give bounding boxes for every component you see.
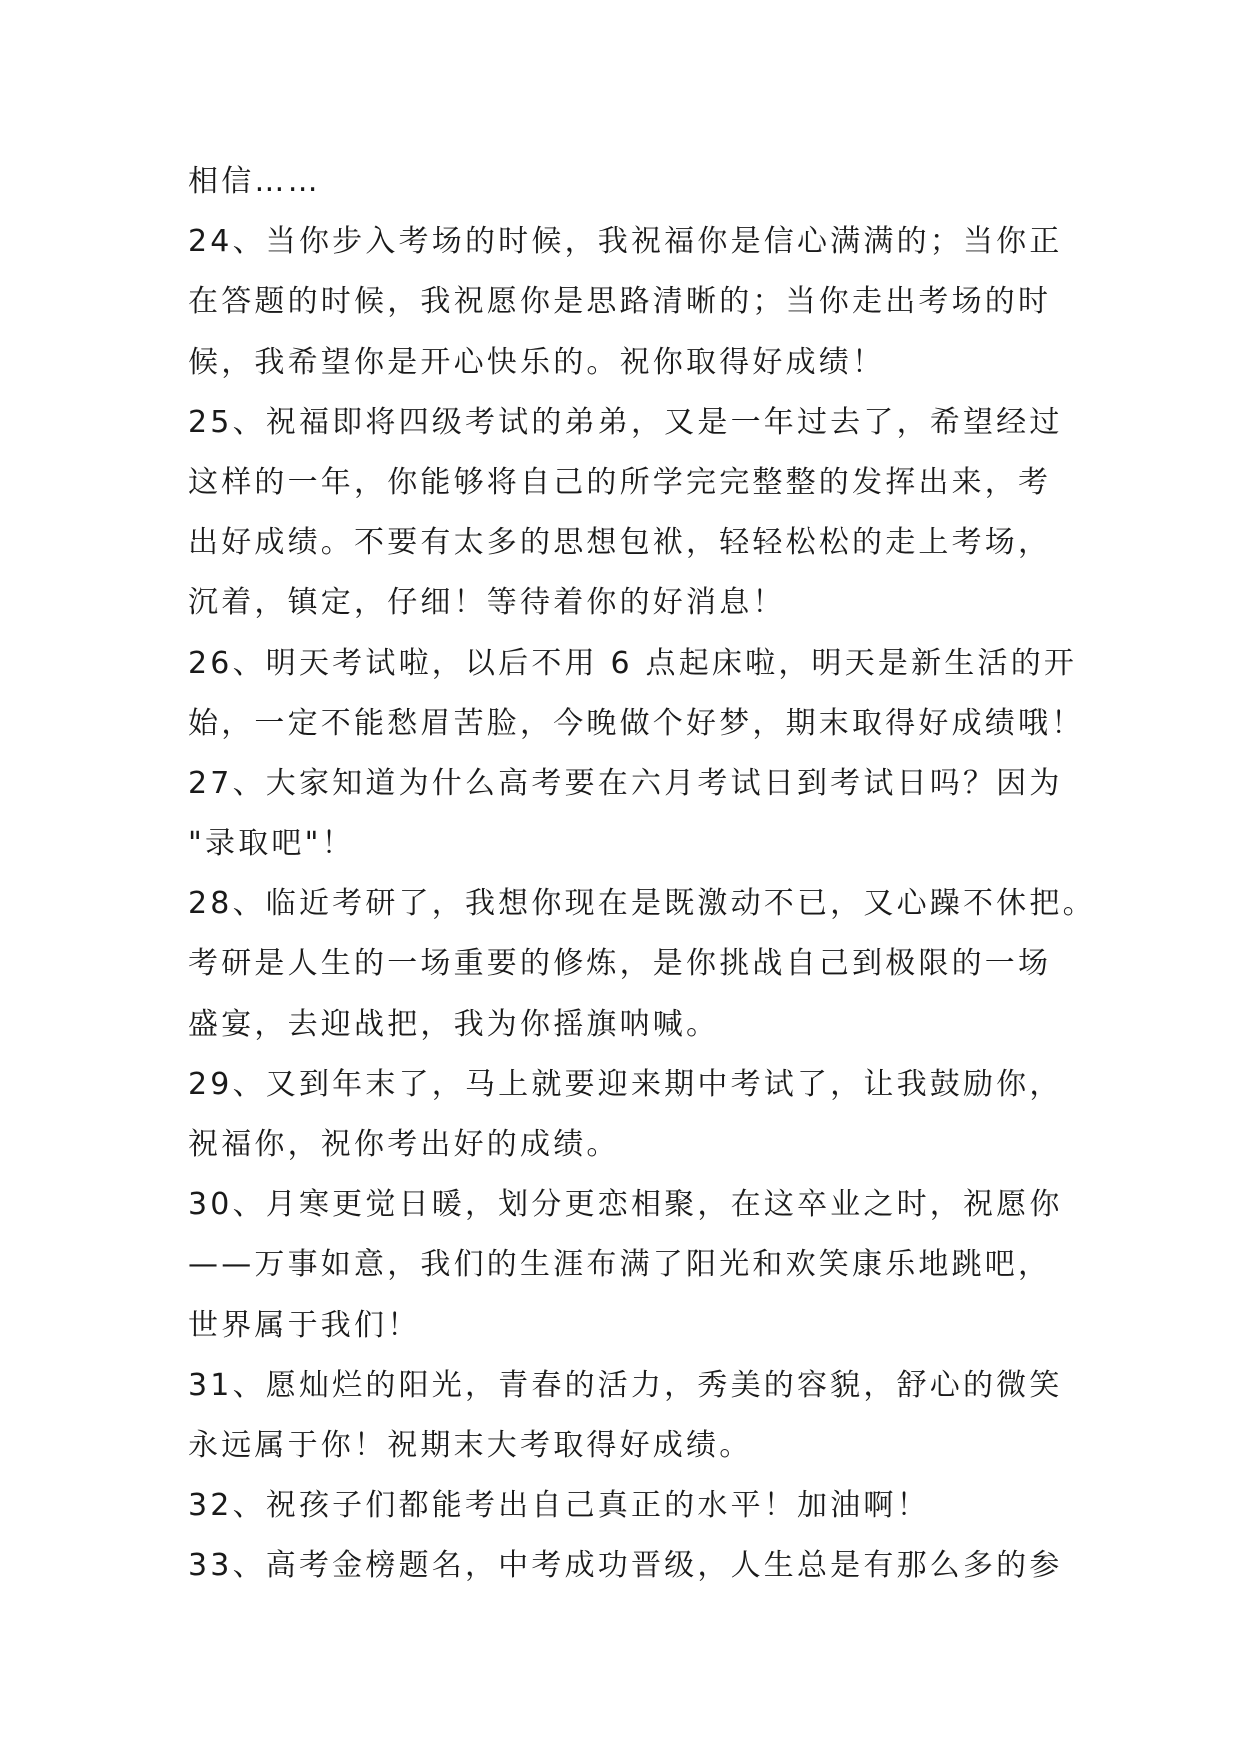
text-line: 始，一定不能愁眉苦脸，今晚做个好梦，期末取得好成绩哦！ bbox=[188, 705, 1085, 741]
text-line: 32、祝孩子们都能考出自己真正的水平！加油啊！ bbox=[188, 1488, 930, 1524]
text-line: 相信…… bbox=[188, 164, 321, 199]
text-line: 30、月寒更觉日暖，划分更恋相聚，在这卒业之时，祝愿你 bbox=[188, 1187, 1063, 1223]
text-line: 世界属于我们！ bbox=[188, 1307, 421, 1343]
text-line: 25、祝福即将四级考试的弟弟，又是一年过去了，希望经过 bbox=[188, 404, 1063, 440]
text-line: "录取吧"！ bbox=[188, 826, 355, 862]
text-line: 永远属于你！祝期末大考取得好成绩。 bbox=[188, 1427, 753, 1463]
text-line: 29、又到年末了，马上就要迎来期中考试了，让我鼓励你， bbox=[188, 1066, 1063, 1102]
text-line: 28、临近考研了，我想你现在是既激动不已，又心躁不休把。 bbox=[188, 886, 1096, 922]
text-line: 出好成绩。不要有太多的思想包袱，轻轻松松的走上考场， bbox=[188, 525, 1052, 561]
text-line: 祝福你，祝你考出好的成绩。 bbox=[188, 1127, 620, 1162]
text-line: 27、大家知道为什么高考要在六月考试日到考试日吗？因为 bbox=[188, 765, 1063, 801]
text-line: 26、明天考试啦，以后不用 6 点起床啦，明天是新生活的开 bbox=[188, 645, 1078, 681]
text-line: 31、愿灿烂的阳光，青春的活力，秀美的容貌，舒心的微笑 bbox=[188, 1367, 1063, 1403]
text-line: 24、当你步入考场的时候，我祝福你是信心满满的；当你正 bbox=[188, 224, 1063, 260]
text-line: 考研是人生的一场重要的修炼，是你挑战自己到极限的一场 bbox=[188, 946, 1052, 982]
text-line: 候，我希望你是开心快乐的。祝你取得好成绩！ bbox=[188, 344, 886, 380]
text-line: ——万事如意，我们的生涯布满了阳光和欢笑康乐地跳吧， bbox=[188, 1247, 1052, 1283]
text-line: 在答题的时候，我祝愿你是思路清晰的；当你走出考场的时 bbox=[188, 284, 1052, 320]
text-line: 沉着，镇定，仔细！等待着你的好消息！ bbox=[188, 585, 786, 621]
text-line: 这样的一年，你能够将自己的所学完完整整的发挥出来，考 bbox=[188, 464, 1052, 500]
text-line: 33、高考金榜题名，中考成功晋级，人生总是有那么多的参 bbox=[188, 1548, 1063, 1584]
document-body bbox=[188, 152, 1096, 1597]
text-line: 盛宴，去迎战把，我为你摇旗呐喊。 bbox=[188, 1006, 720, 1042]
